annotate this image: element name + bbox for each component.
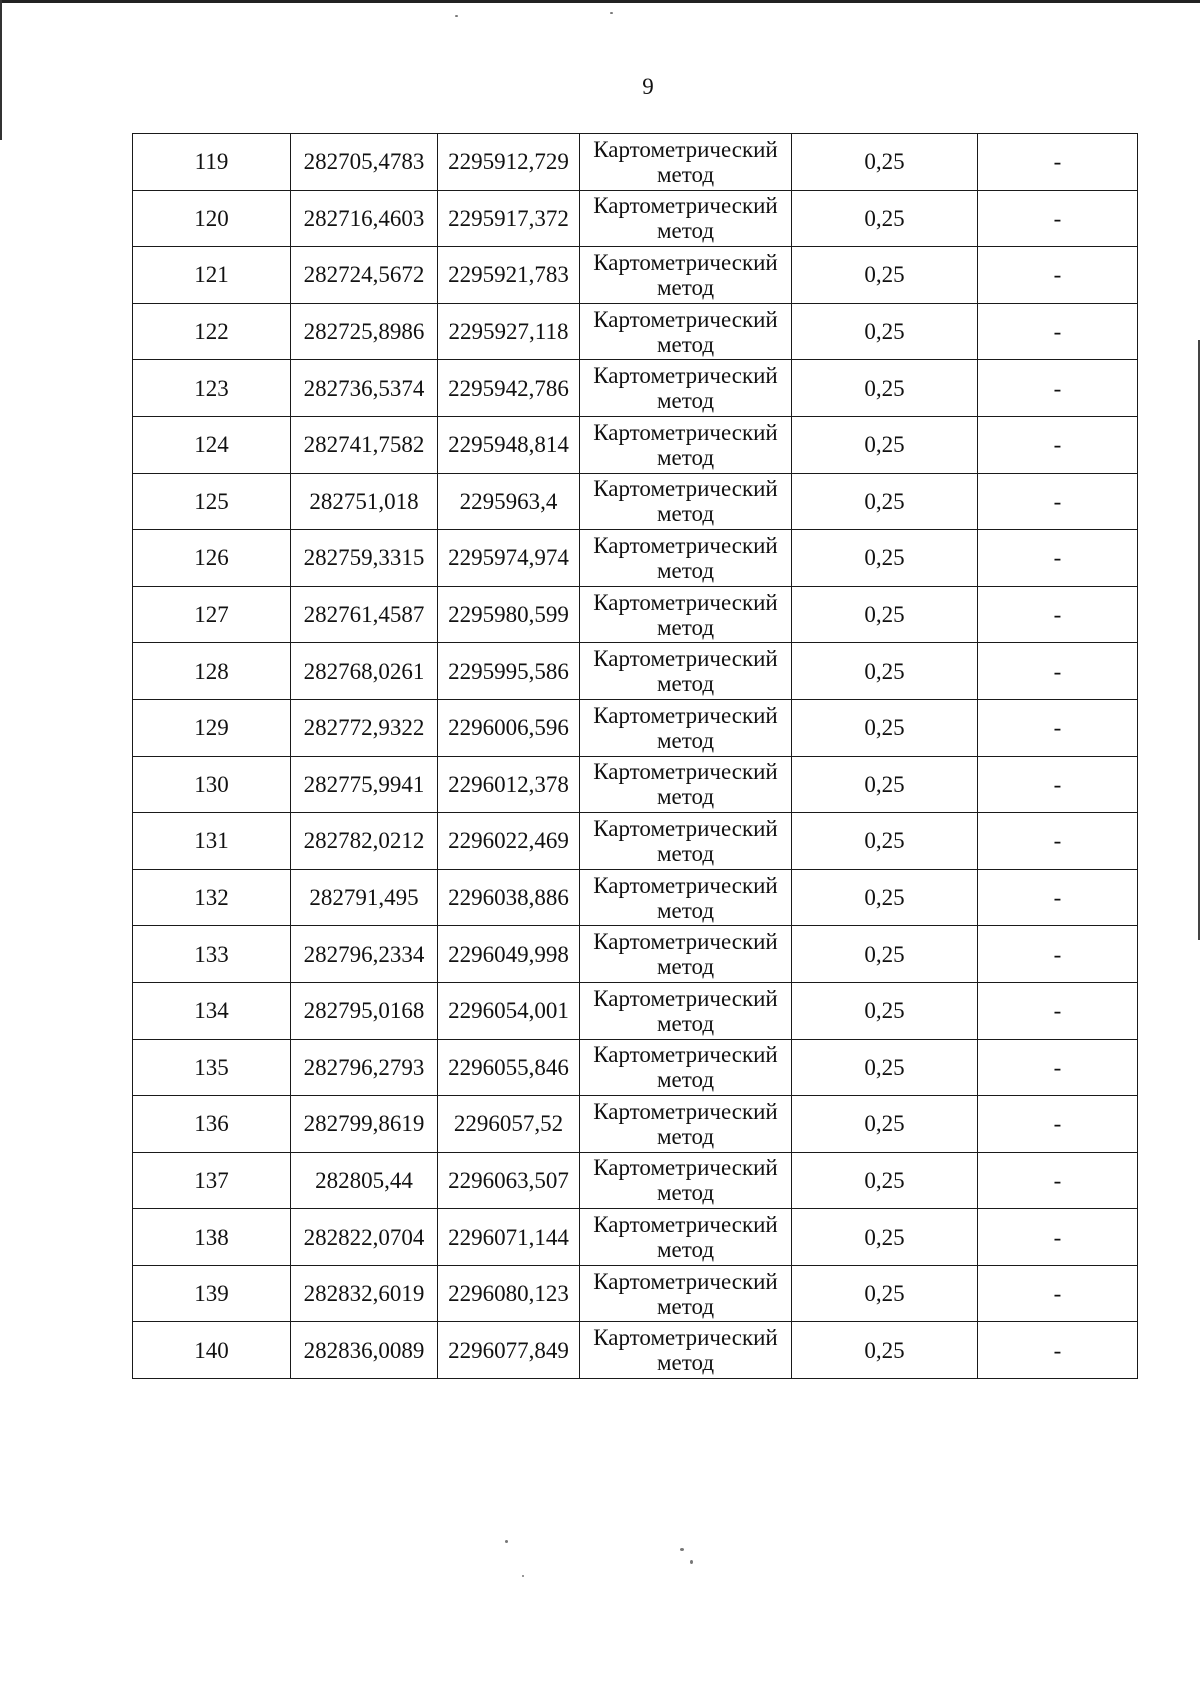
accuracy-cell: 0,25 [792, 360, 978, 417]
note-cell: - [978, 1039, 1138, 1096]
x-coordinate-cell: 282796,2793 [291, 1039, 438, 1096]
table-row [133, 1322, 1138, 1379]
point-number-cell: 131 [133, 813, 291, 870]
point-number-cell: 137 [133, 1152, 291, 1209]
x-coordinate-cell: 282761,4587 [291, 586, 438, 643]
x-coordinate-cell: 282775,9941 [291, 756, 438, 813]
y-coordinate-cell: 2296038,886 [438, 869, 580, 926]
point-number-cell: 123 [133, 360, 291, 417]
table-row [133, 1209, 1138, 1266]
x-coordinate-cell: 282751,018 [291, 473, 438, 530]
table-row [133, 586, 1138, 643]
table-row [133, 360, 1138, 417]
note-cell: - [978, 473, 1138, 530]
table-row [133, 1039, 1138, 1096]
method-cell: Картометрический метод [580, 190, 792, 247]
note-cell: - [978, 416, 1138, 473]
method-cell: Картометрический метод [580, 1265, 792, 1322]
y-coordinate-cell: 2295942,786 [438, 360, 580, 417]
accuracy-cell: 0,25 [792, 926, 978, 983]
note-cell: - [978, 303, 1138, 360]
method-cell: Картометрический метод [580, 360, 792, 417]
accuracy-cell: 0,25 [792, 699, 978, 756]
note-cell: - [978, 1209, 1138, 1266]
point-number-cell: 119 [133, 134, 291, 191]
x-coordinate-cell: 282795,0168 [291, 982, 438, 1039]
page-number: 9 [642, 74, 654, 99]
coordinates-table [132, 133, 1138, 1379]
y-coordinate-cell: 2295927,118 [438, 303, 580, 360]
accuracy-cell: 0,25 [792, 1152, 978, 1209]
note-cell: - [978, 869, 1138, 926]
method-cell: Картометрический метод [580, 869, 792, 926]
point-number-cell: 129 [133, 699, 291, 756]
accuracy-cell: 0,25 [792, 756, 978, 813]
y-coordinate-cell: 2295974,974 [438, 530, 580, 587]
x-coordinate-cell: 282736,5374 [291, 360, 438, 417]
table-row [133, 530, 1138, 587]
y-coordinate-cell: 2295912,729 [438, 134, 580, 191]
point-number-cell: 139 [133, 1265, 291, 1322]
y-coordinate-cell: 2296006,596 [438, 699, 580, 756]
table-row [133, 1265, 1138, 1322]
note-cell: - [978, 1152, 1138, 1209]
x-coordinate-cell: 282796,2334 [291, 926, 438, 983]
table-row [133, 303, 1138, 360]
point-number-cell: 140 [133, 1322, 291, 1379]
accuracy-cell: 0,25 [792, 530, 978, 587]
accuracy-cell: 0,25 [792, 586, 978, 643]
y-coordinate-cell: 2295963,4 [438, 473, 580, 530]
method-cell: Картометрический метод [580, 586, 792, 643]
note-cell: - [978, 134, 1138, 191]
coordinates-table-body [133, 134, 1138, 1379]
table-row [133, 756, 1138, 813]
x-coordinate-cell: 282741,7582 [291, 416, 438, 473]
scan-speck [505, 1540, 508, 1543]
scan-speck [455, 15, 458, 17]
method-cell: Картометрический метод [580, 530, 792, 587]
method-cell: Картометрический метод [580, 813, 792, 870]
note-cell: - [978, 360, 1138, 417]
note-cell: - [978, 643, 1138, 700]
point-number-cell: 132 [133, 869, 291, 926]
accuracy-cell: 0,25 [792, 869, 978, 926]
note-cell: - [978, 1096, 1138, 1153]
accuracy-cell: 0,25 [792, 1322, 978, 1379]
scan-speck [610, 12, 613, 14]
y-coordinate-cell: 2296057,52 [438, 1096, 580, 1153]
note-cell: - [978, 982, 1138, 1039]
method-cell: Картометрический метод [580, 473, 792, 530]
table-row [133, 1096, 1138, 1153]
scan-speck [690, 1560, 693, 1564]
x-coordinate-cell: 282716,4603 [291, 190, 438, 247]
point-number-cell: 133 [133, 926, 291, 983]
x-coordinate-cell: 282782,0212 [291, 813, 438, 870]
point-number-cell: 138 [133, 1209, 291, 1266]
method-cell: Картометрический метод [580, 303, 792, 360]
y-coordinate-cell: 2296054,001 [438, 982, 580, 1039]
note-cell: - [978, 699, 1138, 756]
y-coordinate-cell: 2295980,599 [438, 586, 580, 643]
point-number-cell: 122 [133, 303, 291, 360]
scan-speck [680, 1548, 684, 1551]
table-row [133, 190, 1138, 247]
table-row [133, 1152, 1138, 1209]
method-cell: Картометрический метод [580, 1209, 792, 1266]
y-coordinate-cell: 2296063,507 [438, 1152, 580, 1209]
accuracy-cell: 0,25 [792, 1265, 978, 1322]
x-coordinate-cell: 282832,6019 [291, 1265, 438, 1322]
y-coordinate-cell: 2295948,814 [438, 416, 580, 473]
method-cell: Картометрический метод [580, 1152, 792, 1209]
note-cell: - [978, 1265, 1138, 1322]
x-coordinate-cell: 282724,5672 [291, 247, 438, 304]
point-number-cell: 128 [133, 643, 291, 700]
y-coordinate-cell: 2296080,123 [438, 1265, 580, 1322]
point-number-cell: 136 [133, 1096, 291, 1153]
x-coordinate-cell: 282799,8619 [291, 1096, 438, 1153]
note-cell: - [978, 813, 1138, 870]
point-number-cell: 130 [133, 756, 291, 813]
accuracy-cell: 0,25 [792, 134, 978, 191]
accuracy-cell: 0,25 [792, 1096, 978, 1153]
method-cell: Картометрический метод [580, 926, 792, 983]
point-number-cell: 126 [133, 530, 291, 587]
x-coordinate-cell: 282768,0261 [291, 643, 438, 700]
accuracy-cell: 0,25 [792, 303, 978, 360]
note-cell: - [978, 247, 1138, 304]
accuracy-cell: 0,25 [792, 190, 978, 247]
point-number-cell: 121 [133, 247, 291, 304]
method-cell: Картометрический метод [580, 1322, 792, 1379]
method-cell: Картометрический метод [580, 643, 792, 700]
point-number-cell: 127 [133, 586, 291, 643]
note-cell: - [978, 1322, 1138, 1379]
accuracy-cell: 0,25 [792, 982, 978, 1039]
note-cell: - [978, 530, 1138, 587]
table-row [133, 473, 1138, 530]
note-cell: - [978, 926, 1138, 983]
point-number-cell: 124 [133, 416, 291, 473]
table-row [133, 982, 1138, 1039]
x-coordinate-cell: 282836,0089 [291, 1322, 438, 1379]
table-row [133, 813, 1138, 870]
accuracy-cell: 0,25 [792, 1039, 978, 1096]
table-row [133, 134, 1138, 191]
scan-speck [522, 1575, 524, 1577]
accuracy-cell: 0,25 [792, 247, 978, 304]
y-coordinate-cell: 2295995,586 [438, 643, 580, 700]
accuracy-cell: 0,25 [792, 813, 978, 870]
note-cell: - [978, 586, 1138, 643]
note-cell: - [978, 756, 1138, 813]
x-coordinate-cell: 282822,0704 [291, 1209, 438, 1266]
method-cell: Картометрический метод [580, 416, 792, 473]
y-coordinate-cell: 2296022,469 [438, 813, 580, 870]
x-coordinate-cell: 282705,4783 [291, 134, 438, 191]
x-coordinate-cell: 282791,495 [291, 869, 438, 926]
accuracy-cell: 0,25 [792, 1209, 978, 1266]
y-coordinate-cell: 2296071,144 [438, 1209, 580, 1266]
y-coordinate-cell: 2296049,998 [438, 926, 580, 983]
y-coordinate-cell: 2296077,849 [438, 1322, 580, 1379]
method-cell: Картометрический метод [580, 247, 792, 304]
method-cell: Картометрический метод [580, 982, 792, 1039]
accuracy-cell: 0,25 [792, 473, 978, 530]
note-cell: - [978, 190, 1138, 247]
x-coordinate-cell: 282772,9322 [291, 699, 438, 756]
accuracy-cell: 0,25 [792, 416, 978, 473]
x-coordinate-cell: 282725,8986 [291, 303, 438, 360]
point-number-cell: 125 [133, 473, 291, 530]
table-row [133, 699, 1138, 756]
table-row [133, 869, 1138, 926]
scan-edge-top [0, 0, 1200, 3]
point-number-cell: 135 [133, 1039, 291, 1096]
scan-edge-left [0, 0, 2, 140]
y-coordinate-cell: 2296055,846 [438, 1039, 580, 1096]
method-cell: Картометрический метод [580, 1039, 792, 1096]
table-row [133, 643, 1138, 700]
y-coordinate-cell: 2295917,372 [438, 190, 580, 247]
method-cell: Картометрический метод [580, 756, 792, 813]
method-cell: Картометрический метод [580, 1096, 792, 1153]
method-cell: Картометрический метод [580, 699, 792, 756]
table-row [133, 926, 1138, 983]
x-coordinate-cell: 282805,44 [291, 1152, 438, 1209]
point-number-cell: 134 [133, 982, 291, 1039]
point-number-cell: 120 [133, 190, 291, 247]
method-cell: Картометрический метод [580, 134, 792, 191]
x-coordinate-cell: 282759,3315 [291, 530, 438, 587]
table-row [133, 416, 1138, 473]
y-coordinate-cell: 2296012,378 [438, 756, 580, 813]
table-row [133, 247, 1138, 304]
y-coordinate-cell: 2295921,783 [438, 247, 580, 304]
accuracy-cell: 0,25 [792, 643, 978, 700]
